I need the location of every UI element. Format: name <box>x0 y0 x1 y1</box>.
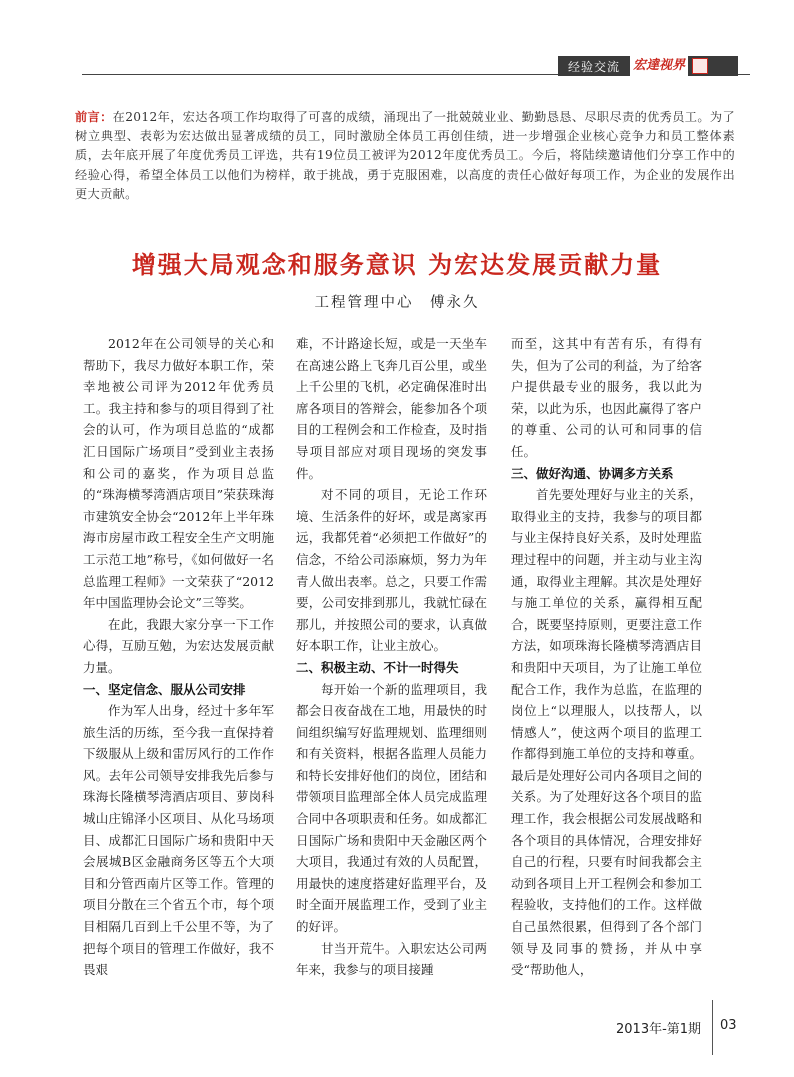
section-heading: 三、做好沟通、协调多方关系 <box>511 465 674 481</box>
paragraph: 在此，我跟大家分享一下工作心得，互励互勉，为宏达发展贡献力量。 <box>83 616 274 675</box>
section-label: 经验交流 <box>568 59 621 74</box>
brand-mark-icon <box>692 58 708 74</box>
section-heading: 二、积极主动、不计一时得失 <box>296 659 459 675</box>
intro-paragraph <box>75 108 735 204</box>
brand-logo: 宏達视界 <box>630 56 688 76</box>
paragraph: 作为军人出身，经过十多年军旅生活的历练，至今我一直保持着下级服从上级和雷厉风行的工作作风。去年公司领导安排我先后参与珠海长隆横琴湾酒店项目、萝岗科城山庄锦泽小区项目、从化马场项目、成都汇日国际广场和贵阳中天会展城B区金融商务区等五个大项目和分管西南片区等工作。管理的项目分散在三个省五个市，每个项目相隔几百到上千公里不等，为了把每个项目的管理工作做好，我不畏艰 <box>83 703 274 978</box>
paragraph: 首先要处理好与业主的关系，取得业主的支持，我参与的项目都与业主保持良好关系，及时处理监理过程中的问题，并主动与业主沟通，取得业主理解。其次是处理好与施工单位的关系，赢得相互配合，既要坚持原则，更要注意工作方法，如项珠海长隆横琴湾酒店目和贵阳中天项目，为了让施工单位配合工作，我作为总监，在监理的岗位上“以理服人，以技帮人，以情感人”，使这两个项目的监理工作都得到施工单位的支持和尊重。最后是处理好公司内各项目之间的关系。为了处理好这各个项目的监理工作，我会根据公司发展战略和各个项目的具体情况，合理安排好自己的行程，只要有时间我都会主动到各项目上开工程例会和参加工程验收，支持他们的工作。这样做自己虽然很累，但得到了各个部门领导及同事的赞扬，并从中享受“帮助他人， <box>511 487 702 978</box>
paragraph: 甘当开荒牛。入职宏达公司两年来，我参与的项目接踵 <box>296 940 487 978</box>
article-column-1 <box>83 333 274 981</box>
header-tab <box>558 56 738 76</box>
paragraph: 对不同的项目，无论工作环境、生活条件的好坏，或是离家再远，我都凭着“必须把工作做好”的信念，不给公司添麻烦，努力为年青人做出表率。总之，只要工作需要，公司安排到那儿，我就忙碌在那儿，并按照公司的要求，认真做好本职工作，让业主放心。 <box>296 487 487 654</box>
footer-divider <box>712 1000 713 1055</box>
intro-lead: 前言： <box>75 110 113 124</box>
paragraph: 每开始一个新的监理项目，我都会日夜奋战在工地，用最快的时间组织编写好监理规划、监理细则和有关资料，根据各监理人员能力和特长安排好他们的岗位，团结和带领项目监理部全体人员完成监理合同中各项职责和任务。如成都汇日国际广场和贵阳中天金融区两个大项目，我通过有效的人员配置，用最快的速度搭建好监理平台，及时全面开展监理工作，受到了业主的好评。 <box>296 681 487 935</box>
section-heading: 一、坚定信念、服从公司安排 <box>83 681 246 697</box>
paragraph: 2012年在公司领导的关心和帮助下，我尽力做好本职工作，荣幸地被公司评为2012年优秀员工。我主持和参与的项目得到了社会的认可，作为项目总监的“成都汇日国际广场项目”受到业主表扬和公司的嘉奖，作为项目总监的“珠海横琴湾酒店项目”荣获珠海市建筑安全协会“2012年上半年珠海市房屋市政工程安全生产文明施工示范工地”称号，《如何做好一名总监理工程师》一文荣获了“2012年中国监理协会论文”三等奖。 <box>83 336 274 611</box>
paragraph: 而至，这其中有苦有乐，有得有失，但为了公司的利益，为了给客户提供最专业的服务，我以此为荣，以此为乐，也因此赢得了客户的尊重、公司的认可和同事的信任。 <box>511 336 702 459</box>
intro-text: 在2012年，宏达各项工作均取得了可喜的成绩，涌现出了一批兢兢业业、勤勤恳恳、尽职尽责的优秀员工。为了树立典型、表彰为宏达做出显著成绩的员工，同时激励全体员工再创佳绩，进一步增强企业核心竞争力和员工整体素质，去年底开展了年度优秀员工评选，共有19位员工被评为2012年度优秀员工。今后，将陆续邀请他们分享工作中的经验心得，希望全体员工以他们为榜样，敢于挑战，勇于克服困难，以高度的责任心做好每项工作，为企业的发展作出更大贡献。 <box>75 110 735 201</box>
paragraph: 难，不计路途长短，或是一天坐车在高速公路上飞奔几百公里，或坐上千公里的飞机，必定确保准时出席各项目的答辩会，能参加各个项目的工程例会和工作检查，及时指导项目部应对项目现场的突发事件。 <box>296 336 487 481</box>
article-byline: 工程管理中心 傅永久 <box>314 295 480 311</box>
page-number: 03 <box>720 1018 737 1033</box>
article-column-2 <box>296 333 487 981</box>
article-column-3 <box>511 333 702 981</box>
article-title: 增强大局观念和服务意识 为宏达发展贡献力量 <box>131 251 663 279</box>
footer-issue: 2013年-第1期 <box>616 1022 702 1037</box>
